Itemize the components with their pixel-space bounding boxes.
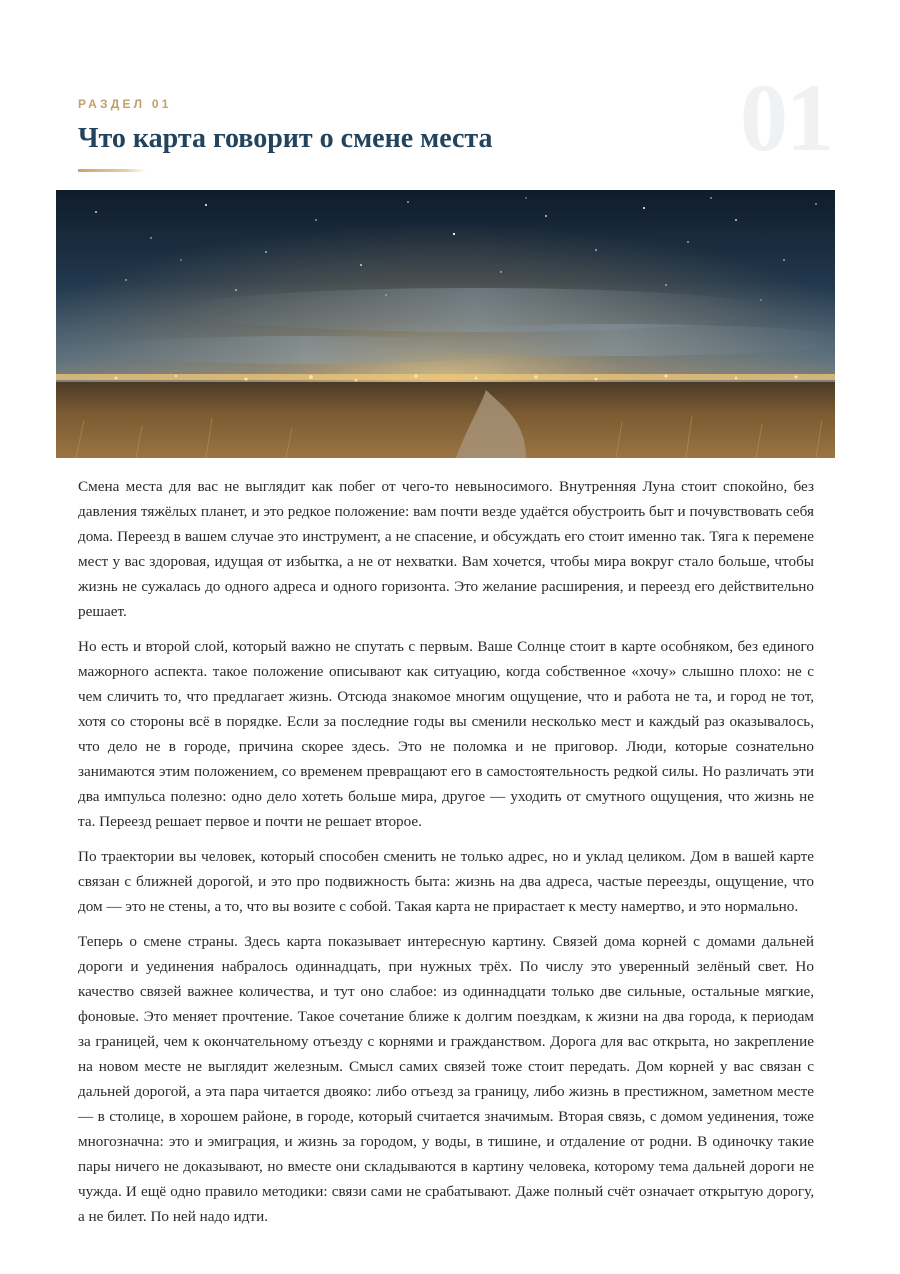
page-title: Что карта говорит о смене места bbox=[78, 123, 493, 154]
night-sky-landscape-image bbox=[56, 190, 835, 458]
hero-illustration bbox=[56, 190, 835, 458]
paragraph: По траектории вы человек, который способен сменить не только адрес, но и уклад целиком. Дом в вашей карте связан с ближней дорогой, и это про подвижность быта: жизнь на два адреса, частые переезды, ощущение, что дом — это не стены, а то, что вы возите с собой. Такая карта не прирастает к месту намертво, и это нормально. bbox=[78, 848, 814, 915]
section-number-watermark: 01 bbox=[740, 64, 832, 171]
paragraph: Теперь о смене страны. Здесь карта показывает интересную картину. Связей дома корней с домами дальней дороги и уединения набралось одиннадцать, при нужных трёх. По числу это уверенный зелёный свет. Но качество связей важнее количества, и тут оно слабое: из одиннадцати только две сильные, остальные мягкие, фоновые. Это меняет прочтение. Такое сочетание ближе к долгим поездкам, к жизни на два города, к периодам за границей, чем к окончательному отъезду с корнями и гражданством. Дорога для вас открыта, но закрепление на новом месте не выглядит железным. Смысл самих связей тоже стоит передать. Дом корней у вас связан с дальней дорогой, а эта пара читается двояко: либо отъезд за границу, либо жизнь в престижном, заметном месте — в столице, в хорошем районе, в городе, который считается значимым. Вторая связь, с домом уединения, тоже многозначна: это и эмиграция, и жизнь за городом, у воды, в тишине, и отдаление от родни. В одиночку такие пары ничего не доказывают, но вместе они складываются в картину человека, которому тема дальней дороги не чужда. И ещё одно правило методики: связи сами не срабатывают. Даже полный счёт означает открытую дорогу, а не билет. По ней надо идти. bbox=[78, 933, 814, 1225]
article-body bbox=[78, 474, 814, 1239]
section-label: РАЗДЕЛ 01 bbox=[78, 97, 172, 111]
paragraph: Но есть и второй слой, который важно не спутать с первым. Ваше Солнце стоит в карте особняком, без единого мажорного аспекта. такое положение описывают как ситуацию, когда собственное «хочу» слышно плохо: не с чем сличить то, что предлагает жизнь. Отсюда знакомое многим ощущение, что и работа не та, и город не тот, хотя со стороны всё в порядке. Если за последние годы вы сменили несколько мест и каждый раз оказывалось, что дело не в городе, причина скорее здесь. Это не поломка и не приговор. Люди, которые сознательно занимаются этим положением, со временем превращают его в самостоятельность редкой силы. Но различать эти два импульса полезно: одно дело хотеть больше мира, другое — уходить от смутного ощущения, что жизнь не та. Переезд решает первое и почти не решает второе. bbox=[78, 638, 814, 830]
title-underline bbox=[78, 169, 146, 172]
paragraph: Смена места для вас не выглядит как побег от чего-то невыносимого. Внутренняя Луна стоит спокойно, без давления тяжёлых планет, и это редкое положение: вам почти везде удаётся обустроить быт и почувствовать себя дома. Переезд в вашем случае это инструмент, а не спасение, и обсуждать его стоит именно так. Тяга к перемене мест у вас здоровая, идущая от избытка, а не от нехватки. Вам хочется, чтобы мира вокруг стало больше, чтобы жизнь не сужалась до одного адреса и одного горизонта. Это желание расширения, и переезд его действительно решает. bbox=[78, 478, 814, 620]
